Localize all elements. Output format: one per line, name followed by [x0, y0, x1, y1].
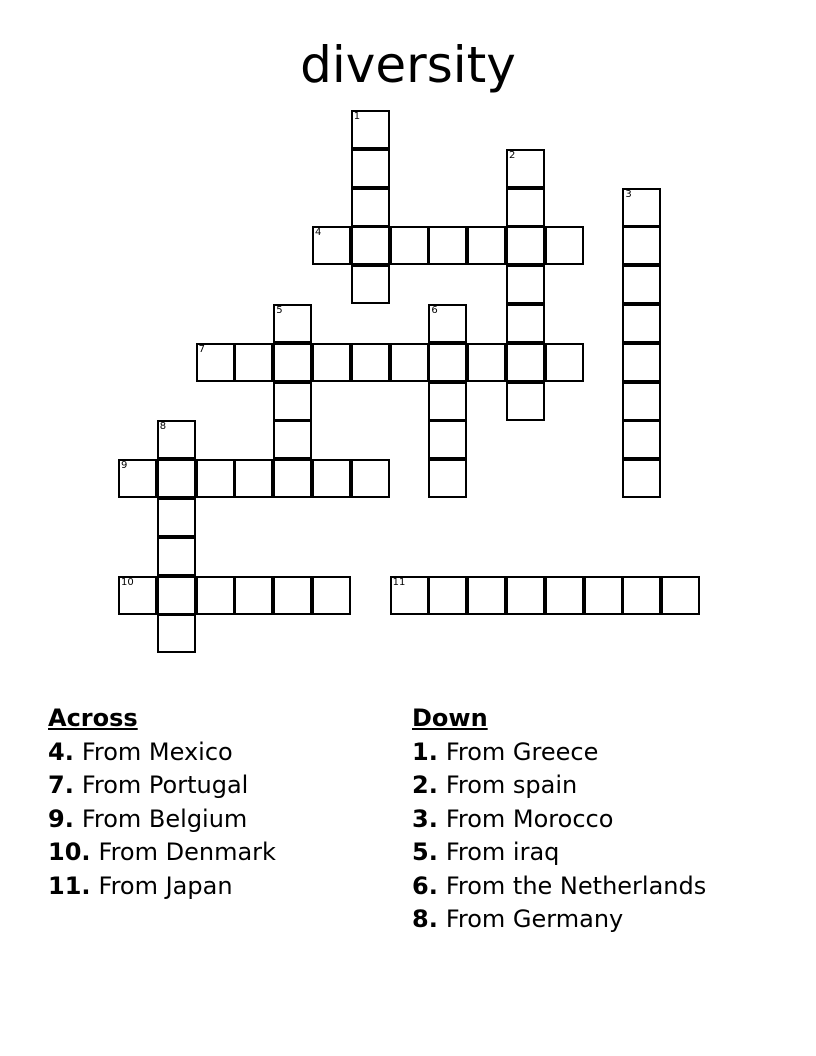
- clue-item-number: 2.: [412, 771, 438, 799]
- grid-cell[interactable]: [234, 459, 273, 498]
- grid-cell[interactable]: [312, 226, 351, 265]
- clue-number: 9: [121, 460, 128, 472]
- clue-item-text: From Greece: [445, 737, 599, 766]
- grid-cell[interactable]: [312, 576, 351, 615]
- clue-item: [412, 903, 706, 937]
- clue-number: 8: [159, 421, 167, 433]
- grid-cell[interactable]: [506, 343, 545, 382]
- grid-cell[interactable]: [157, 459, 196, 498]
- grid-cell[interactable]: [390, 226, 429, 265]
- grid-cell[interactable]: [428, 304, 467, 343]
- grid-cell[interactable]: [467, 576, 506, 615]
- grid-cell[interactable]: [351, 226, 390, 265]
- grid-cell[interactable]: [234, 576, 273, 615]
- grid-cell[interactable]: [622, 459, 661, 498]
- grid-cell[interactable]: [351, 265, 390, 304]
- clue-number: 3: [625, 188, 632, 200]
- grid-cell[interactable]: [118, 459, 157, 498]
- grid-cell[interactable]: [118, 576, 157, 615]
- clue-item: [412, 769, 706, 803]
- clue-number: 2: [509, 149, 516, 161]
- clue-number: 11: [392, 576, 406, 588]
- clue-number: 10: [121, 576, 134, 588]
- clue-item-text: From Denmark: [98, 838, 276, 866]
- clue-item-number: 1.: [412, 737, 438, 766]
- grid-cell[interactable]: [273, 343, 312, 382]
- clue-item: [48, 736, 276, 770]
- clue-item: [412, 736, 706, 770]
- grid-cell[interactable]: [428, 226, 467, 265]
- clue-item: [412, 803, 706, 837]
- clue-item: [48, 836, 276, 870]
- grid-cell[interactable]: [234, 343, 273, 382]
- grid-cell[interactable]: [428, 459, 467, 498]
- clue-item-number: 3.: [412, 804, 438, 833]
- grid-cell[interactable]: [506, 265, 545, 304]
- clue-item-text: From Germany: [445, 905, 624, 933]
- grid-cell[interactable]: [157, 576, 196, 615]
- grid-cell[interactable]: [545, 226, 584, 265]
- grid-cell[interactable]: [157, 498, 196, 537]
- grid-cell[interactable]: [545, 343, 584, 382]
- grid-cell[interactable]: [196, 576, 235, 615]
- clue-item: [48, 769, 276, 803]
- grid-cell[interactable]: [467, 226, 506, 265]
- grid-cell[interactable]: [351, 110, 390, 149]
- clue-number: 5: [276, 305, 283, 316]
- grid-cell[interactable]: [351, 343, 390, 382]
- puzzle-title: diversity: [300, 36, 516, 94]
- clue-item: [48, 803, 276, 837]
- grid-cell[interactable]: [428, 343, 467, 382]
- grid-cell[interactable]: [506, 149, 545, 188]
- grid-cell[interactable]: [506, 226, 545, 265]
- clue-number: 4: [315, 227, 322, 239]
- grid-cell[interactable]: [545, 576, 584, 615]
- grid-cell[interactable]: [506, 382, 545, 421]
- grid-cell[interactable]: [273, 304, 312, 343]
- grid-cell[interactable]: [467, 343, 506, 382]
- clue-item-number: 10.: [48, 838, 91, 866]
- clue-item: [48, 870, 276, 904]
- grid-cell[interactable]: [390, 343, 429, 382]
- grid-cell[interactable]: [584, 576, 623, 615]
- grid-cell[interactable]: [312, 343, 351, 382]
- grid-cell[interactable]: [351, 188, 390, 227]
- clue-item-text: From Belgium: [81, 804, 248, 833]
- grid-cell[interactable]: [196, 343, 235, 382]
- grid-cell[interactable]: [661, 576, 700, 615]
- down-clues: [412, 702, 706, 937]
- clue-number: 1: [353, 111, 361, 122]
- grid-cell[interactable]: [428, 420, 467, 459]
- clue-item-text: From iraq: [445, 838, 560, 866]
- grid-cell[interactable]: [622, 382, 661, 421]
- clue-item-text: From spain: [445, 771, 578, 799]
- grid-cell[interactable]: [622, 304, 661, 343]
- grid-cell[interactable]: [273, 459, 312, 498]
- grid-cell[interactable]: [622, 188, 661, 227]
- clue-item-number: 9.: [48, 804, 74, 833]
- clue-item-text: From Morocco: [445, 804, 614, 833]
- grid-cell[interactable]: [622, 265, 661, 304]
- clue-item: [412, 836, 706, 870]
- grid-cell[interactable]: [622, 226, 661, 265]
- grid-cell[interactable]: [351, 149, 390, 188]
- grid-cell[interactable]: [428, 576, 467, 615]
- grid-cell[interactable]: [312, 459, 351, 498]
- down-heading: Down: [412, 704, 488, 732]
- clue-item-text: From the Netherlands: [445, 871, 707, 900]
- grid-cell[interactable]: [157, 614, 196, 653]
- clue-item-text: From Portugal: [81, 771, 249, 799]
- clue-item-number: 7.: [48, 771, 74, 799]
- clue-item-number: 11.: [48, 871, 91, 900]
- grid-cell[interactable]: [273, 382, 312, 421]
- grid-cell[interactable]: [157, 420, 196, 459]
- clue-item-text: From Japan: [98, 871, 233, 900]
- grid-cell[interactable]: [273, 420, 312, 459]
- clue-item-number: 6.: [412, 871, 438, 900]
- grid-cell[interactable]: [506, 304, 545, 343]
- clue-item-number: 4.: [48, 737, 74, 766]
- grid-cell[interactable]: [506, 576, 545, 615]
- grid-cell[interactable]: [506, 188, 545, 227]
- clue-item-number: 5.: [412, 838, 438, 866]
- grid-cell[interactable]: [622, 343, 661, 382]
- clue-item: [412, 870, 706, 904]
- grid-cell[interactable]: [351, 459, 390, 498]
- clue-item-number: 8.: [412, 905, 438, 933]
- clue-number: 6: [431, 305, 438, 316]
- across-clues: [48, 702, 276, 903]
- across-heading: Across: [48, 704, 138, 732]
- grid-cell[interactable]: [622, 576, 661, 615]
- grid-cell[interactable]: [273, 576, 312, 615]
- clue-number: 7: [198, 343, 205, 355]
- grid-cell[interactable]: [196, 459, 235, 498]
- clue-item-text: From Mexico: [81, 737, 233, 766]
- grid-cell[interactable]: [390, 576, 429, 615]
- grid-cell[interactable]: [428, 382, 467, 421]
- grid-cell[interactable]: [157, 537, 196, 576]
- grid-cell[interactable]: [622, 420, 661, 459]
